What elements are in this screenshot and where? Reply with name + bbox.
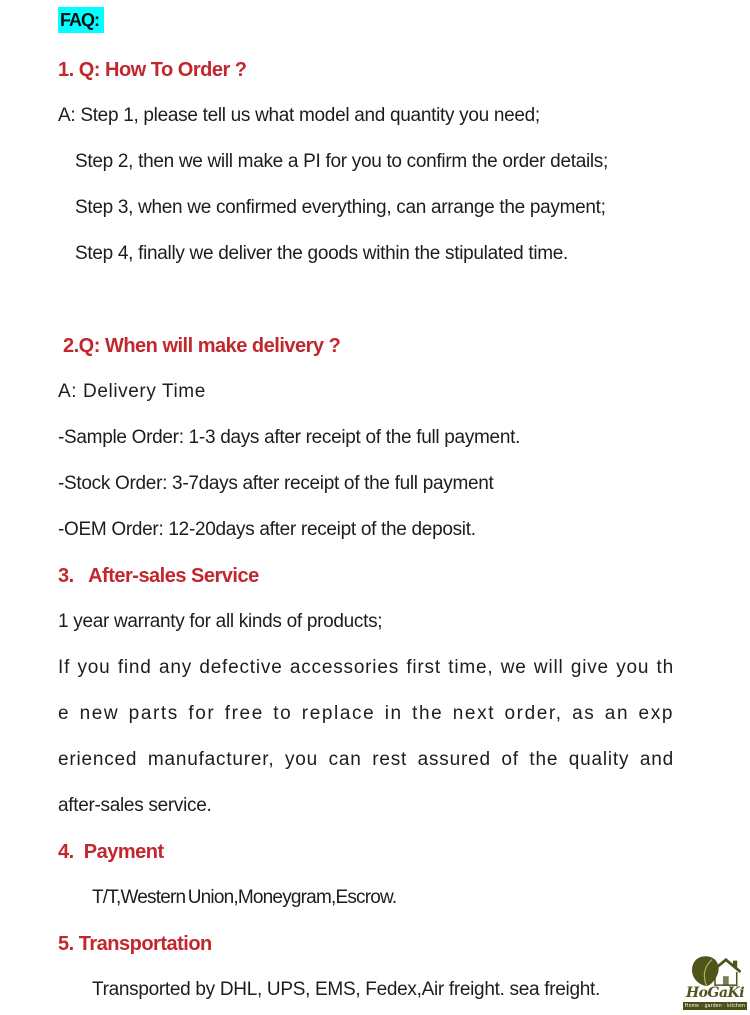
q3-text-line3: e new parts for free to replace in the next order, as an exp	[58, 703, 674, 724]
q1-heading: 1. Q: How To Order ?	[58, 59, 247, 81]
q3-text-line2: If you find any defective accessories first time, we will give you th	[58, 657, 674, 678]
hogaki-logo	[683, 954, 747, 1010]
q2-stock-order: -Stock Order: 3-7days after receipt of the full payment	[58, 473, 494, 494]
q3-text-line5: after-sales service.	[58, 795, 212, 816]
q2-oem-order: -OEM Order: 12-20days after receipt of the deposit.	[58, 519, 476, 540]
q4-payment-methods: T/T,Western Union,Moneygram,Escrow.	[92, 887, 397, 908]
q2-answer: A: Delivery Time	[58, 381, 206, 402]
logo-tagline: Home · garden · kitchen	[684, 1003, 746, 1009]
q5-transport-methods: Transported by DHL, UPS, EMS, Fedex,Air freight. sea freight.	[92, 979, 600, 1000]
q1-step2: Step 2, then we will make a PI for you to confirm the order details;	[75, 151, 608, 172]
q3-warranty-line: 1 year warranty for all kinds of products;	[58, 611, 383, 632]
q5-heading: 5. Transportation	[58, 933, 212, 955]
logo-name: HoGaKi	[685, 985, 745, 1001]
faq-title-row	[58, 7, 680, 35]
q3-text-line4: erienced manufacturer, you can rest assured of the quality and	[58, 749, 674, 770]
q1-step3: Step 3, when we confirmed everything, can arrange the payment;	[75, 197, 606, 218]
q2-heading: 2.Q: When will make delivery ?	[63, 335, 341, 357]
q3-heading: 3. After-sales Service	[58, 565, 259, 587]
q4-heading: 4. Payment	[58, 841, 164, 863]
q1-step4: Step 4, finally we deliver the goods within the stipulated time.	[75, 243, 569, 264]
q1-answer-step1: A: Step 1, please tell us what model and quantity you need;	[58, 105, 540, 126]
leaf-house-icon	[686, 954, 744, 988]
faq-title: FAQ:	[58, 7, 104, 33]
q2-sample-order: -Sample Order: 1-3 days after receipt of the full payment.	[58, 427, 521, 448]
